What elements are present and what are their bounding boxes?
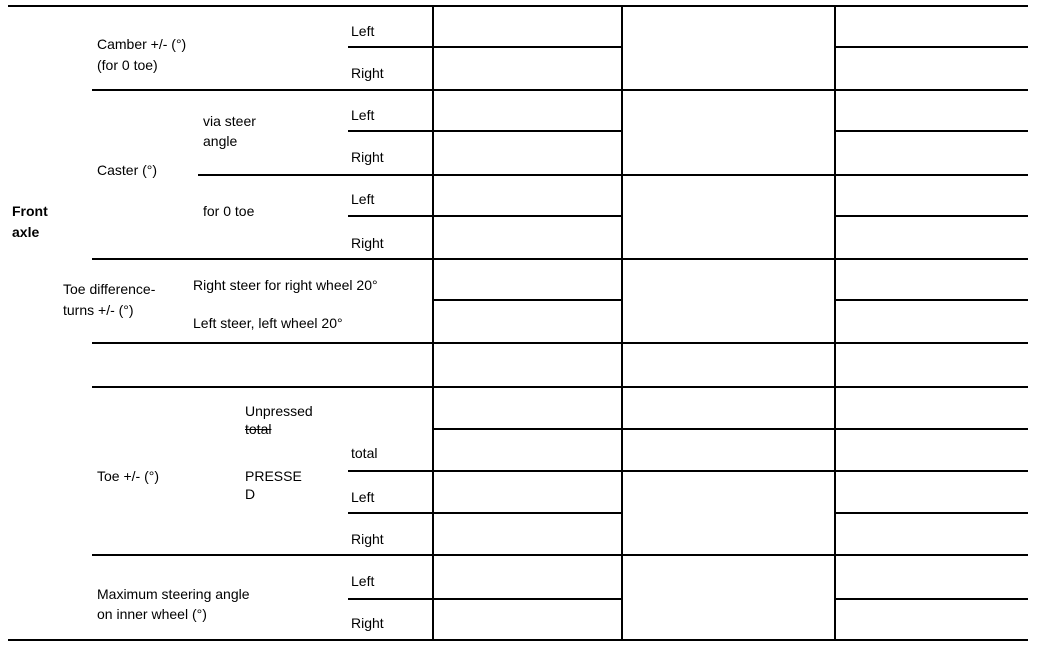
group-divider bbox=[92, 342, 1028, 344]
row-divider bbox=[835, 215, 1028, 217]
toe-pressed-label: PRESSE bbox=[245, 468, 302, 484]
camber-left-label: Left bbox=[351, 23, 375, 39]
toe-difference-label: Toe difference- bbox=[63, 281, 156, 297]
toe-difference-sublabel: turns +/- (°) bbox=[63, 302, 134, 318]
toe-unpressed-total-label: total bbox=[245, 421, 272, 437]
camber-label: Camber +/- (°) bbox=[97, 36, 187, 52]
steering-sublabel: on inner wheel (°) bbox=[97, 606, 207, 622]
toe-right-label: Right bbox=[351, 531, 384, 547]
caster-via-steer-label-2: angle bbox=[203, 133, 238, 149]
steering-left-label: Left bbox=[351, 573, 375, 589]
toe-unpressed-label: Unpressed bbox=[245, 403, 313, 419]
column-divider bbox=[834, 5, 836, 641]
column-divider bbox=[621, 5, 623, 641]
subgroup-divider bbox=[198, 174, 1028, 176]
group-divider bbox=[92, 386, 1028, 388]
caster-zero-right-label: Right bbox=[351, 235, 384, 251]
row-divider bbox=[348, 130, 622, 132]
caster-via-left-label: Left bbox=[351, 107, 375, 123]
row-divider bbox=[835, 512, 1028, 514]
camber-sublabel: (for 0 toe) bbox=[97, 57, 158, 73]
row-divider bbox=[433, 428, 1028, 430]
row-divider bbox=[835, 130, 1028, 132]
row-divider bbox=[835, 46, 1028, 48]
toe-difference-right-steer: Right steer for right wheel 20° bbox=[193, 277, 378, 293]
group-divider bbox=[92, 258, 1028, 260]
steering-label: Maximum steering angle bbox=[97, 586, 250, 602]
section-label-axle: axle bbox=[12, 224, 40, 240]
bottom-rule bbox=[8, 639, 1028, 641]
row-divider bbox=[348, 46, 622, 48]
row-divider bbox=[348, 470, 1028, 472]
row-divider bbox=[835, 598, 1028, 600]
steering-right-label: Right bbox=[351, 615, 384, 631]
group-divider bbox=[92, 554, 1028, 556]
caster-zero-toe-label: for 0 toe bbox=[203, 203, 255, 219]
caster-label: Caster (°) bbox=[97, 162, 158, 178]
toe-difference-left-steer: Left steer, left wheel 20° bbox=[193, 315, 343, 331]
toe-left-label: Left bbox=[351, 489, 375, 505]
row-divider bbox=[348, 512, 622, 514]
caster-zero-left-label: Left bbox=[351, 191, 375, 207]
section-label-front: Front bbox=[12, 203, 48, 219]
caster-via-right-label: Right bbox=[351, 149, 384, 165]
toe-total-label: total bbox=[351, 445, 378, 461]
column-divider bbox=[432, 5, 434, 641]
top-rule bbox=[8, 5, 1028, 7]
toe-label: Toe +/- (°) bbox=[97, 468, 160, 484]
row-divider bbox=[433, 299, 622, 301]
row-divider bbox=[348, 215, 622, 217]
row-divider bbox=[348, 598, 622, 600]
caster-via-steer-label: via steer bbox=[203, 113, 256, 129]
camber-right-label: Right bbox=[351, 65, 384, 81]
toe-pressed-label-2: D bbox=[245, 486, 256, 502]
row-divider bbox=[835, 299, 1028, 301]
group-divider bbox=[92, 89, 1028, 91]
